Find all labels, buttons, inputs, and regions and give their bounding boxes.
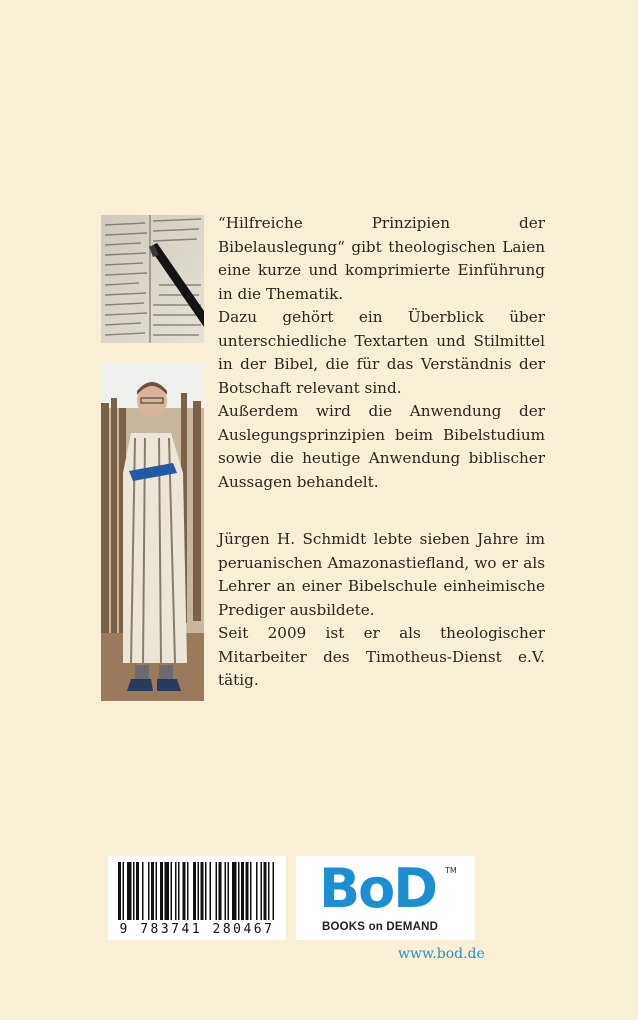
barcode-bar: [183, 862, 186, 920]
barcode-bar: [136, 862, 139, 920]
isbn-barcode: [108, 856, 286, 940]
publisher-tagline: BOOKS on DEMAND: [322, 921, 439, 933]
barcode-bar: [165, 862, 170, 920]
barcode-bar: [256, 862, 258, 920]
publisher-website-link[interactable]: www.bod.de: [398, 946, 485, 962]
barcode-bar: [241, 862, 244, 920]
bod-logo-text: BoD: [319, 857, 437, 920]
barcode-bar: [264, 862, 267, 920]
bible-and-pen-photo: [101, 215, 204, 343]
barcode-bar: [205, 862, 207, 920]
barcode-bar: [123, 862, 125, 920]
barcode-bar: [232, 862, 237, 920]
description-paragraph: Außerdem wird die Anwendung der Auslegungsprinzipien beim Bibelstudium sowie die heutige Anwendung biblischer Aussagen behandelt.: [218, 402, 545, 491]
barcode-bar: [210, 862, 212, 920]
barcode-bar: [250, 862, 252, 920]
publisher-logo: [296, 856, 475, 940]
book-description: [218, 212, 545, 494]
barcode-bar: [160, 862, 163, 920]
author-photo: [101, 363, 204, 701]
author-bio-paragraph: Seit 2009 ist er als theologischer Mitarbeiter des Timotheus-Dienst e.V. tätig.: [218, 624, 545, 689]
barcode-bar: [193, 862, 196, 920]
barcode-bar: [133, 862, 135, 920]
barcode-bar: [219, 862, 222, 920]
barcode-bar: [225, 862, 227, 920]
barcode-bar: [201, 862, 204, 920]
barcode-bar: [198, 862, 200, 920]
barcode-bar: [171, 862, 173, 920]
author-bio-paragraph: Jürgen H. Schmidt lebte sieben Jahre im peruanischen Amazonastiefland, wo er als Lehrer an einer Bibelschule einheimische Prediger ausbildete.: [218, 530, 545, 619]
barcode-bar: [246, 862, 249, 920]
barcode-bar: [148, 862, 150, 920]
barcode-bar: [156, 862, 158, 920]
barcode-bar: [261, 862, 263, 920]
barcode-bar: [273, 862, 275, 920]
author-bio: [218, 528, 545, 693]
barcode-bar: [118, 862, 121, 920]
barcode-bar: [178, 862, 180, 920]
barcode-bar: [187, 862, 189, 920]
isbn-number: 9 783741 280467: [119, 922, 275, 937]
barcode-bar: [238, 862, 240, 920]
barcode-bar: [268, 862, 270, 920]
trademark-mark: TM: [445, 866, 457, 875]
description-paragraph: “Hilfreiche Prinzipien der Bibelauslegung“ gibt theologischen Laien eine kurze und komprimierte Einführung in die Thematik.: [218, 214, 545, 303]
barcode-bar: [142, 862, 144, 920]
barcode-bar: [127, 862, 132, 920]
description-paragraph: Dazu gehört ein Überblick über unterschiedliche Textarten und Stilmittel in der Bibel, die für das Verständnis der Botschaft relevant sind.: [218, 308, 545, 397]
barcode-bar: [228, 862, 230, 920]
barcode-bar: [175, 862, 177, 920]
barcode-bar: [151, 862, 154, 920]
barcode-bar: [216, 862, 218, 920]
